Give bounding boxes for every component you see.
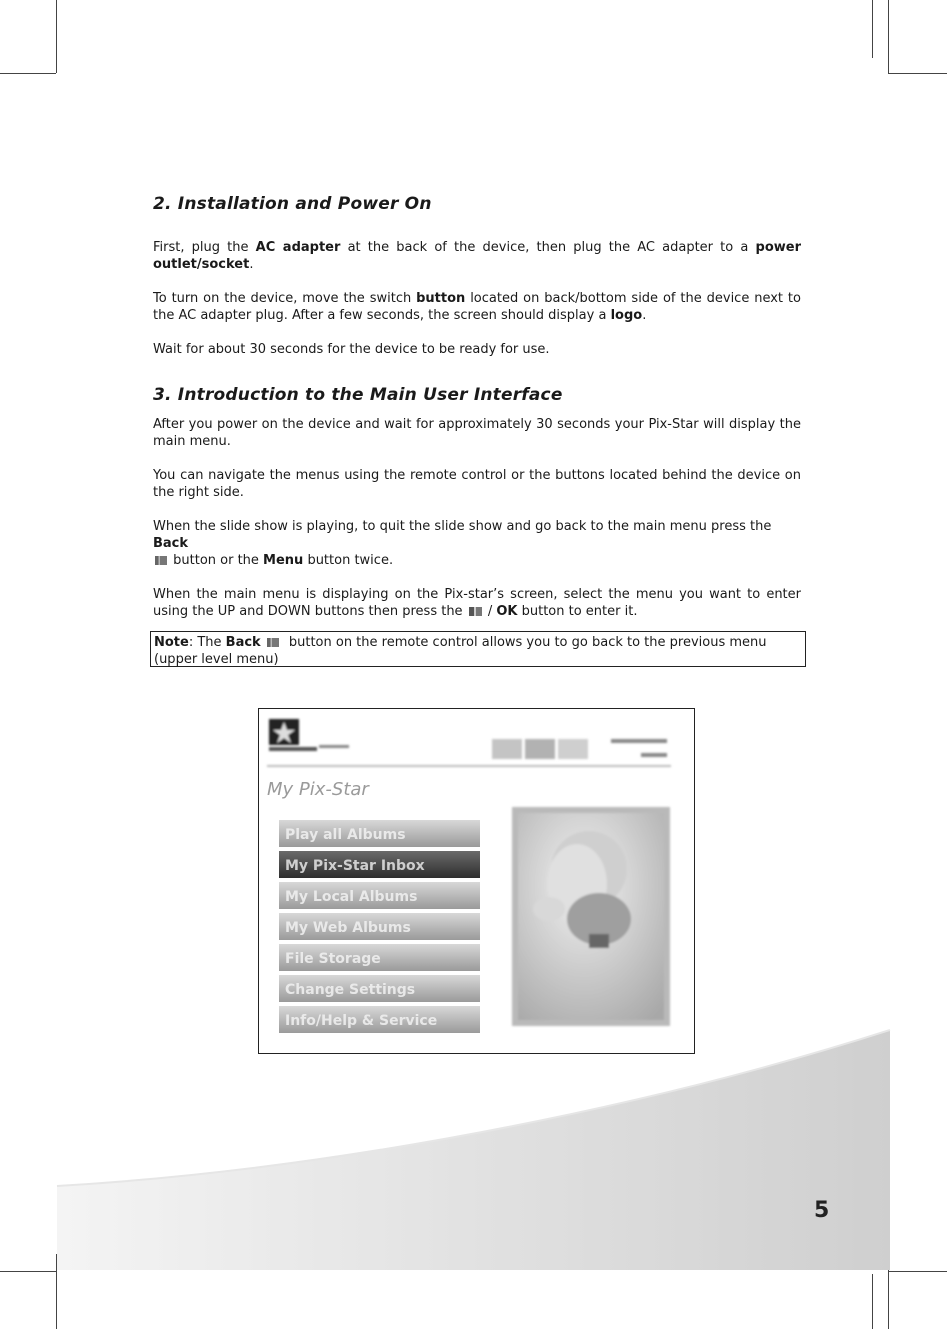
ok-button-icon [469,607,482,616]
bold-text: logo [610,308,643,323]
text: at the back of the device, then plug the AC adapter to a [340,240,756,255]
text: To turn on the device, move the switch [153,291,417,306]
paragraph-navigate: You can navigate the menus using the remote control or the buttons located behind the device on the right side. [153,468,801,500]
bold-text: button [416,291,466,306]
main-menu-screenshot [258,708,695,1054]
menu-item-label: Info/Help & Service [285,1013,438,1029]
section-title-installation: 2. Installation and Power On [153,194,432,214]
section-title-interface: 3. Introduction to the Main User Interface [153,385,563,405]
bold-text: power outlet/socket [153,240,801,272]
menu-item-label: My Pix-Star Inbox [285,858,425,874]
paragraph-slideshow [153,518,801,569]
text: First, plug the [153,240,256,255]
text: button to enter it. [517,604,638,619]
page-content [153,196,801,620]
menu-item-label: Play all Albums [285,827,406,843]
paragraph-select-menu [153,586,801,620]
bold-text: OK [496,604,518,619]
paragraph-plug-adapter [153,239,801,273]
menu-item-label: File Storage [285,951,381,967]
bold-text: Back [225,635,261,650]
bold-text: Menu [263,553,304,568]
screenshot-title: My Pix-Star [267,779,369,800]
text: located on back/bottom side of the device next to the AC adapter plug. After a few seconds, the screen should display a [153,291,801,323]
text: When the main menu is displaying on the Pix-star’s screen, select the menu you want to enter using the UP and DOWN buttons then press the [153,587,801,619]
back-button-icon [267,638,279,647]
paragraph-wait: Wait for about 30 seconds for the device to be ready for use. [153,342,550,357]
bold-text: Back [153,536,189,551]
text: . [249,257,254,272]
paragraph-turn-on [153,290,801,324]
text: button or the [169,553,264,568]
bold-text: AC adapter [255,240,341,255]
paragraph-main-menu: After you power on the device and wait for approximately 30 seconds your Pix-Star will display the main menu. [153,417,801,449]
text: / [483,604,497,619]
menu-item-label: Change Settings [285,982,416,998]
menu-item-label: My Web Albums [285,920,411,936]
screenshot-image [259,709,695,1054]
screenshot-menu [279,820,480,1033]
text: button twice. [303,553,394,568]
text: : The [188,635,226,650]
back-button-icon [155,556,167,565]
text: . [642,308,647,323]
note-box [150,631,806,667]
menu-item-label: My Local Albums [285,889,418,905]
text: button on the remote control allows you to go back to the previous menu (upper level menu) [154,635,767,667]
text: When the slide show is playing, to quit the slide show and go back to the main menu press the [153,519,772,534]
note-label: Note [154,635,189,650]
page-number: 5 [814,1198,830,1223]
